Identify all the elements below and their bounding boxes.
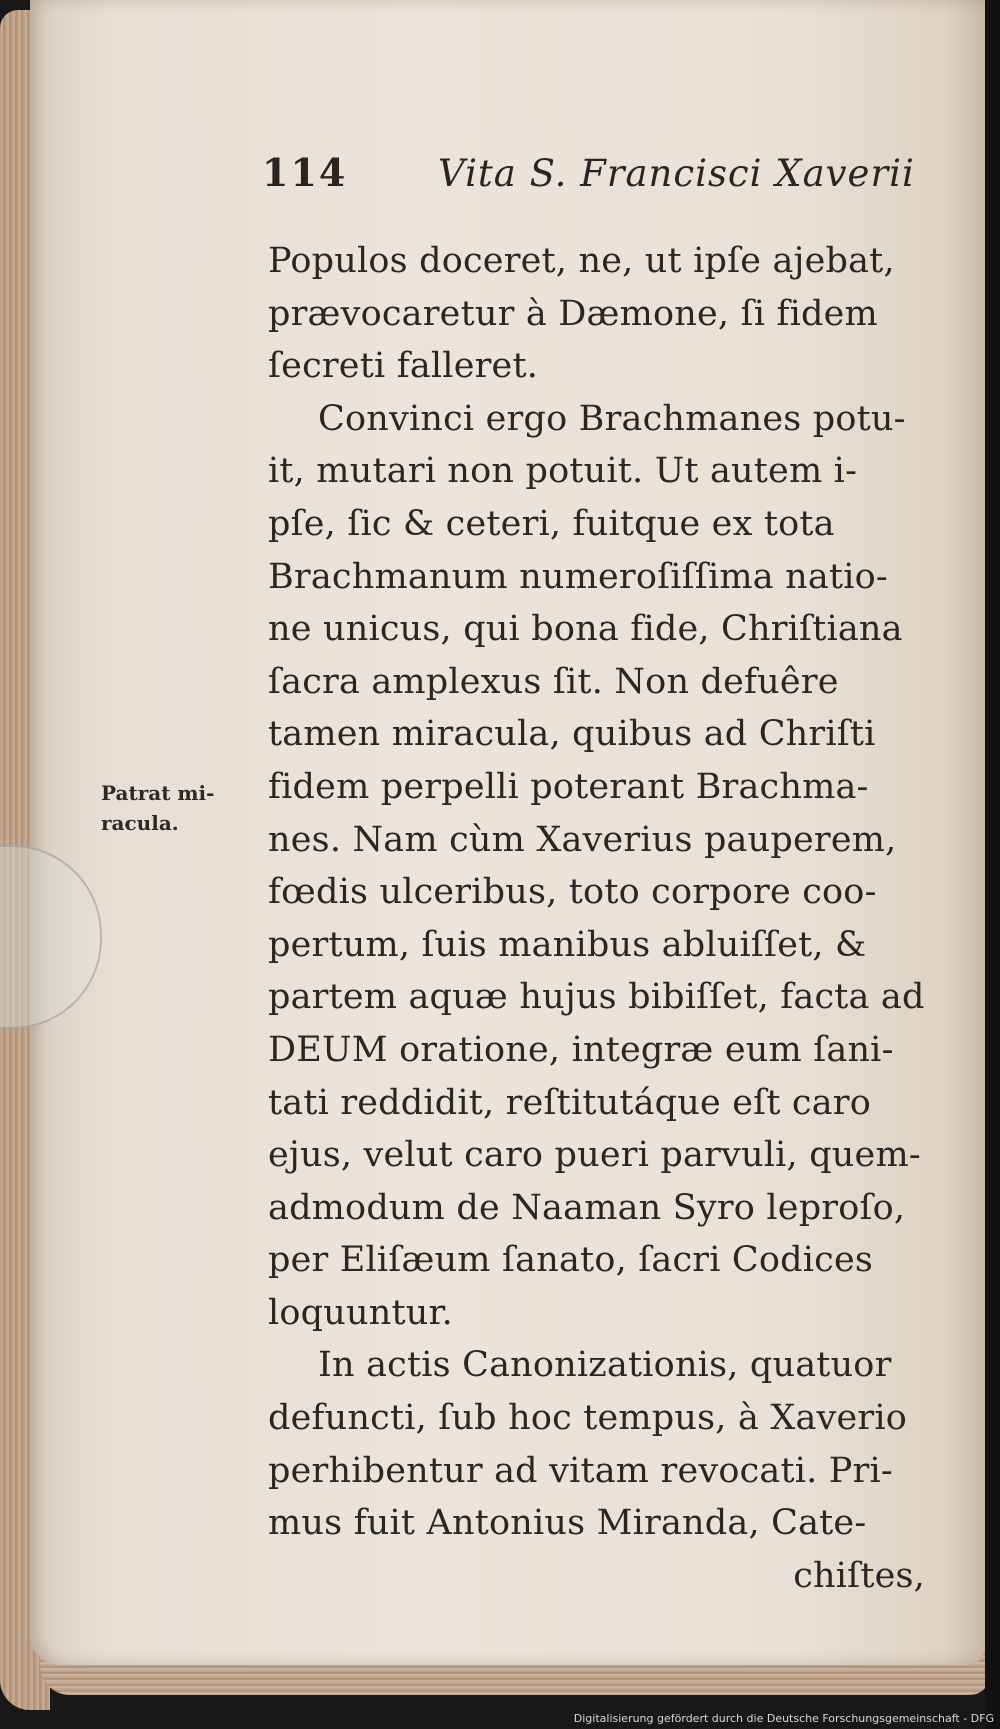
text-line: ſecreti falleret. <box>268 346 539 387</box>
page-number: 114 <box>262 150 348 195</box>
text-line: mus fuit Antonius Miranda, Cate- <box>268 1503 867 1544</box>
text-line: per Eliſæum ſanato, ſacri Codices <box>268 1240 874 1281</box>
catchword: chiſtes, <box>793 1555 925 1596</box>
text-line: prævocaretur à Dæmone, ſi fidem <box>268 293 878 334</box>
text-line: it, mutari non potuit. Ut autem i- <box>268 451 858 492</box>
text-line: In actis Canonizationis, quatuor <box>318 1345 892 1386</box>
text-line: DEUM oratione, integræ eum ſani- <box>268 1029 894 1070</box>
text-line: pertum, ſuis manibus abluiſſet, & <box>268 924 867 965</box>
text-line: ejus, velut caro pueri parvuli, quem- <box>268 1135 921 1176</box>
text-line: fidem perpelli poterant Brachma- <box>268 766 869 807</box>
body-text <box>268 235 933 1602</box>
text-line: nes. Nam cùm Xaverius pauperem, <box>268 819 897 860</box>
text-line: Populos doceret, ne, ut ipſe ajebat, <box>268 241 895 281</box>
running-title: Vita S. Francisci Xaverii <box>438 152 915 195</box>
text-line: defuncti, ſub hoc tempus, à Xaverio <box>268 1398 908 1439</box>
text-line: ne unicus, qui bona fide, Chriſtiana <box>268 609 903 650</box>
scan-border <box>985 0 1000 1729</box>
text-line: tamen miracula, quibus ad Chriſti <box>268 714 876 755</box>
text-line: loquuntur. <box>268 1292 453 1333</box>
text-line: admodum de Naaman Syro leproſo, <box>268 1187 906 1228</box>
text-line: Convinci ergo Brachmanes potu- <box>318 398 906 439</box>
text-line: ſacra amplexus ſit. Non defuêre <box>268 661 839 702</box>
page-header <box>262 150 915 210</box>
text-line: tati reddidit, reſtitutáque eſt caro <box>268 1082 871 1123</box>
text-line: Brachmanum numeroſiſſima natio- <box>268 556 888 597</box>
marginal-note-line: Patrat mi- <box>101 781 215 805</box>
marginal-note-line: racula. <box>101 811 179 835</box>
digitization-credit: Digitalisierung gefördert durch die Deutsche Forschungsgemeinschaft - DFG <box>573 1712 994 1725</box>
text-line: pſe, ſic & ceteri, fuitque ex tota <box>268 503 835 544</box>
text-line: partem aquæ hujus bibiſſet, facta ad <box>268 977 925 1018</box>
text-line: perhibentur ad vitam revocati. Pri- <box>268 1450 893 1491</box>
text-line: fœdis ulceribus, toto corpore coo- <box>268 872 877 913</box>
marginal-note <box>101 778 261 838</box>
